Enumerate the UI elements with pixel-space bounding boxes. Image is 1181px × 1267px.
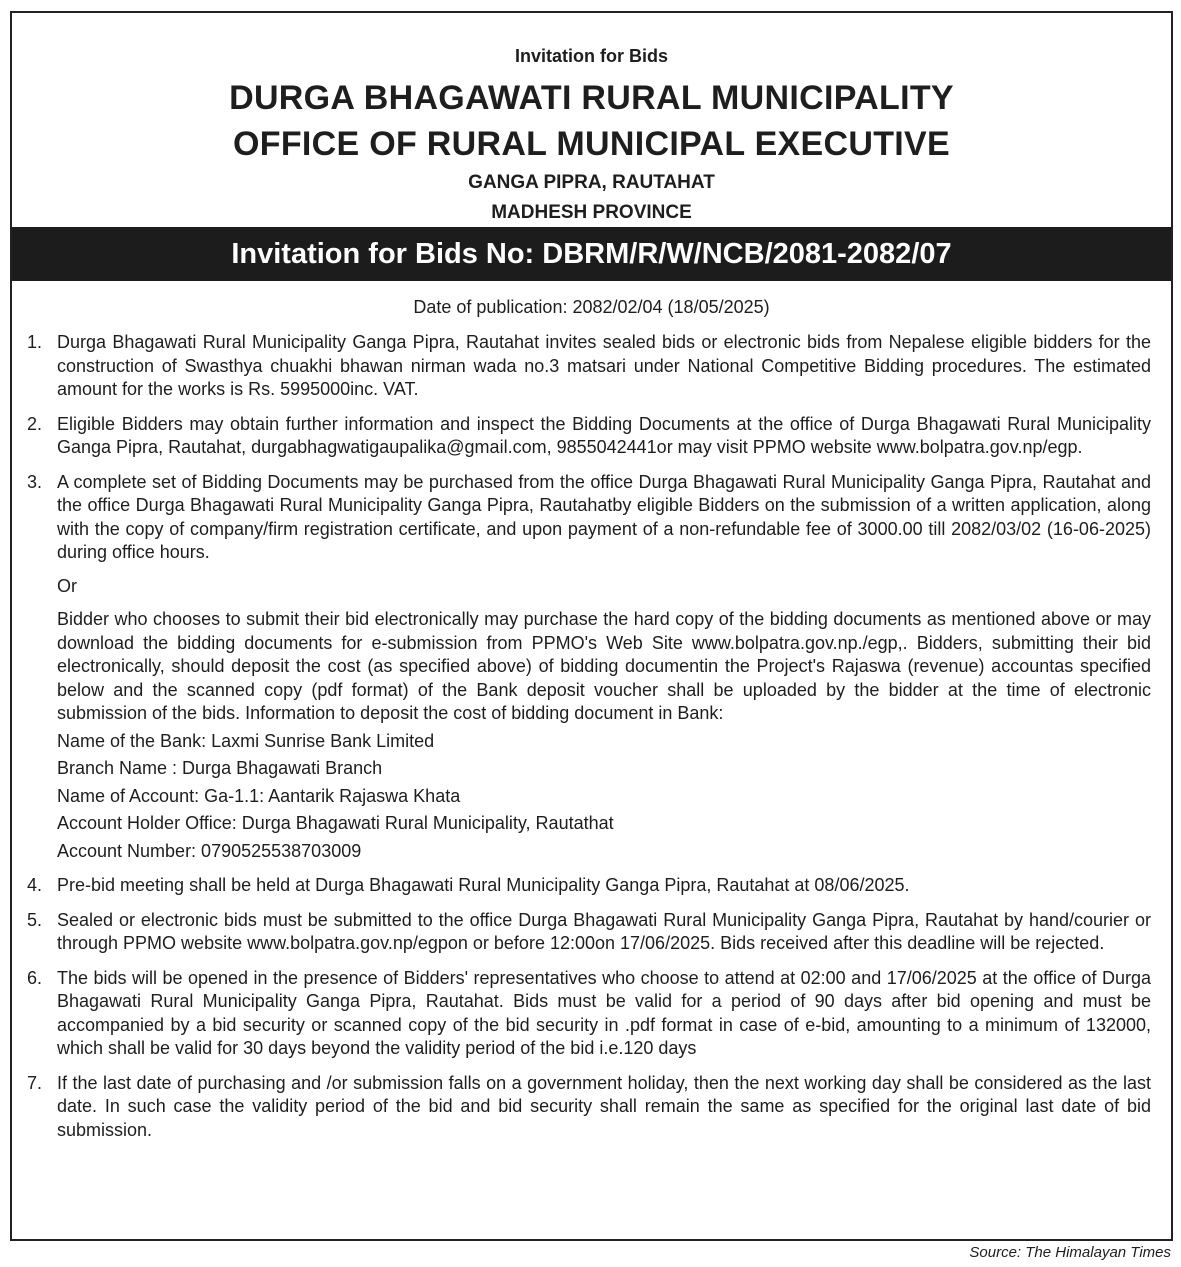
item-number: 4.: [27, 875, 43, 895]
bank-name: Name of the Bank: Laxmi Sunrise Bank Limited: [57, 730, 435, 751]
item-text: The bids will be opened in the presence of Bidders' representatives who choose to attend at 02:00 and 17/06/2025 at the office of Durga Bhagawati Rural Municipality Ganga Pipra, Rautahat. Bids must be valid for a period of 90 days after bid opening and must be accompanied by a bid security or scanned copy of the bid security in .pdf format in case of e-bid, amounting to a minimum of 132000, which shall be valid for 30 days beyond the validity period of the bid i.e.120 days: [57, 967, 1151, 1058]
bid-number-banner: Invitation for Bids No: DBRM/R/W/NCB/2081-2082/07: [12, 227, 1171, 281]
item-text: Durga Bhagawati Rural Municipality Ganga Pipra, Rautahat invites sealed bids or electronic bids from Nepalese eligible bidders for the construction of Swasthya chuakhi bhawan nirman wada no.3 matsari under National Competitive Bidding procedures. The estimated amount for the works is Rs. 5995000inc. VAT.: [57, 332, 1151, 399]
list-item: [12, 1072, 1171, 1143]
list-item: [12, 967, 1171, 1061]
list-item: [12, 909, 1171, 956]
item-text: Sealed or electronic bids must be submitted to the office Durga Bhagawati Rural Municipality Ganga Pipra, Rautahat by hand/courier or through PPMO website www.bolpatra.gov.np/egpon or before 12:00on 17/06/2025. Bids received after this deadline will be rejected.: [57, 909, 1151, 953]
item-number: 2.: [27, 413, 43, 434]
or-separator: Or: [57, 575, 77, 596]
publication-date: Date of publication: 2082/02/04 (18/05/2025): [413, 297, 770, 317]
list-item: [12, 471, 1171, 864]
address-line-1: GANGA PIPRA, RAUTAHAT: [468, 172, 715, 193]
bank-branch: Branch Name : Durga Bhagawati Branch: [57, 758, 383, 778]
top-label: Invitation for Bids: [515, 46, 668, 66]
list-item: [12, 874, 1171, 898]
item-text: Pre-bid meeting shall be held at Durga Bhagawati Rural Municipality Ganga Pipra, Rautahat at 08/06/2025.: [57, 875, 910, 895]
list-item: [12, 413, 1171, 460]
item-text: A complete set of Bidding Documents may be purchased from the office Durga Bhagawati Rural Municipality Ganga Pipra, Rautahat and the office Durga Bhagawati Rural Municipality Ganga Pipra, Rautahatby eligible Bidders on the submission of a written application, along with the copy of company/firm registration certificate, and upon payment of a non-refundable fee of 3000.00 till 2082/03/02 (16-06-2025) during office hours.: [57, 471, 1151, 562]
item-text: If the last date of purchasing and /or submission falls on a government holiday, then the next working day shall be considered as the last date. In such case the validity period of the bid and bid security shall remain the same as specified for the original last date of bid submission.: [57, 1072, 1151, 1140]
organization-name: DURGA BHAGAWATI RURAL MUNICIPALITY: [229, 79, 954, 117]
list-item: [12, 331, 1171, 402]
item-number: 3.: [27, 471, 43, 492]
electronic-bid-text: Bidder who chooses to submit their bid electronically may purchase the hard copy of the bidding documents as mentioned above or may download the bidding documents for e-submission from PPMO's Web Site www.bolpatra.gov.np./egp,. Bidders, submitting their bid electronically, should deposit the cost (as specified above) of bidding documentin the Project's Rajaswa (revenue) accountas specified below and the scanned copy (pdf format) of the Bank deposit voucher shall be uploaded by the bidder at the time of electronic submission of the bids. Information to deposit the cost of bidding document in Bank:: [57, 609, 1151, 723]
notice-frame: [10, 11, 1173, 1241]
account-holder: Account Holder Office: Durga Bhagawati Rural Municipality, Rautathat: [57, 813, 614, 833]
account-name: Name of Account: Ga-1.1: Aantarik Rajaswa Khata: [57, 785, 461, 806]
notice-body: [12, 331, 1171, 1153]
account-number: Account Number: 0790525538703009: [57, 840, 362, 861]
item-number: 6.: [27, 967, 43, 988]
item-number: 5.: [27, 909, 43, 930]
item-text: Eligible Bidders may obtain further information and inspect the Bidding Documents at the office of Durga Bhagawati Rural Municipality Ganga Pipra, Rautahat, durgabhagwatigaupalika@gmail.com, 9855042441or may visit PPMO website www.bolpatra.gov.np/egp.: [57, 413, 1151, 457]
item-number: 1.: [27, 332, 43, 352]
office-name: OFFICE OF RURAL MUNICIPAL EXECUTIVE: [233, 125, 950, 163]
source-credit: Source: The Himalayan Times: [969, 1244, 1171, 1261]
item-number: 7.: [27, 1072, 43, 1093]
address-line-2: MADHESH PROVINCE: [491, 202, 692, 223]
